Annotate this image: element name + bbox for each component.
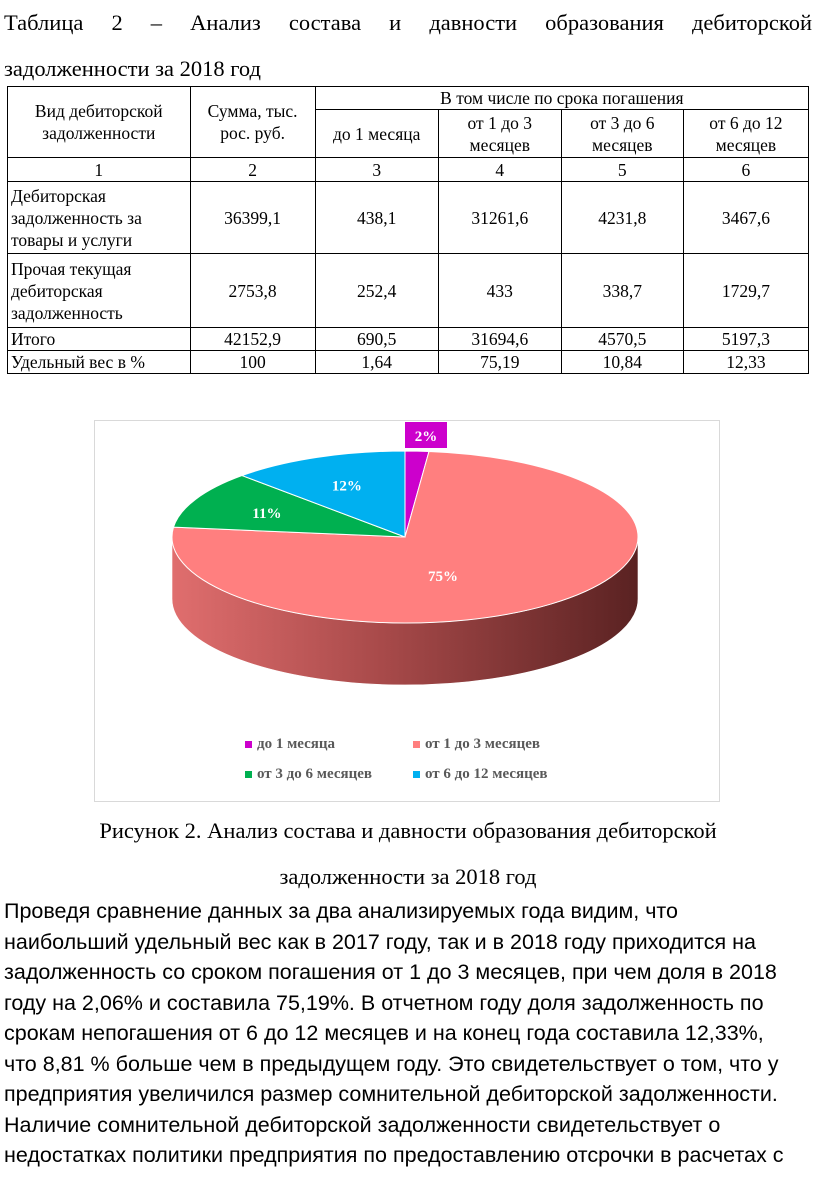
legend-label: от 1 до 3 месяцев <box>425 736 540 752</box>
header-group: В том числе по срока погашения <box>315 87 808 110</box>
cell-sum: 42152,9 <box>190 328 315 351</box>
column-number: 5 <box>561 158 683 182</box>
header-6-to-12-months: от 6 до 12 месяцев <box>683 110 808 158</box>
legend-label: до 1 месяца <box>257 736 336 752</box>
row-label: Прочая текущая дебиторская задолженность <box>8 254 191 328</box>
body-paragraph <box>4 896 812 1171</box>
data-label: 11% <box>252 506 282 523</box>
cell-3-to-6-months: 10,84 <box>561 351 683 374</box>
cell-sum: 2753,8 <box>190 254 315 328</box>
data-label: 2% <box>414 429 438 445</box>
column-number: 2 <box>190 158 315 182</box>
table-row <box>8 182 809 254</box>
cell-1-to-3-months: 433 <box>438 254 561 328</box>
paragraph-line: году на 2,06% и составила 75,19%. В отчетном году доля задолженность по <box>4 990 764 1015</box>
cell-up-to-1-month: 690,5 <box>315 328 438 351</box>
paragraph-line: задолженность со сроком погашения от 1 до 3 месяцев, при чем доля в 2018 <box>4 960 777 984</box>
cell-up-to-1-month: 252,4 <box>315 254 438 328</box>
table-row-total <box>8 328 809 351</box>
figure-caption <box>0 808 816 900</box>
cell-6-to-12-months: 12,33 <box>683 351 808 374</box>
column-number: 4 <box>438 158 561 182</box>
data-label: 12% <box>331 478 362 495</box>
table-caption-line-2: задолженности за 2018 год <box>4 56 261 81</box>
header-3-to-6-months: от 3 до 6 месяцев <box>561 110 683 158</box>
cell-sum: 100 <box>190 351 315 374</box>
cell-sum: 36399,1 <box>190 182 315 254</box>
cell-1-to-3-months: 75,19 <box>438 351 561 374</box>
legend-swatch <box>245 741 252 748</box>
legend-swatch <box>413 771 420 778</box>
cell-up-to-1-month: 1,64 <box>315 351 438 374</box>
column-number: 1 <box>8 158 191 182</box>
header-type: Вид дебиторской задолженности <box>8 87 191 158</box>
header-sum: Сумма, тыс. рос. руб. <box>190 87 315 158</box>
table-caption <box>4 0 812 92</box>
paragraph-line: предприятия увеличился размер сомнительной дебиторской задолженности. <box>4 1082 778 1106</box>
pie-chart <box>94 420 720 802</box>
paragraph-line: срокам непогашения от 6 до 12 месяцев и на конец года составила 12,33%, <box>4 1021 764 1045</box>
column-number: 6 <box>683 158 808 182</box>
figure-caption-line-2: задолженности за 2018 год <box>279 864 537 889</box>
cell-3-to-6-months: 4570,5 <box>561 328 683 351</box>
legend-swatch <box>245 771 252 778</box>
cell-3-to-6-months: 338,7 <box>561 254 683 328</box>
legend-label: от 3 до 6 месяцев <box>257 766 372 782</box>
cell-6-to-12-months: 1729,7 <box>683 254 808 328</box>
paragraph-line: что 8,81 % больше чем в предыдущем году. Это свидетельствует о том, что у <box>4 1051 779 1076</box>
paragraph-line: Наличие сомнительной дебиторской задолженности свидетельствует о <box>4 1112 721 1137</box>
pie-chart-svg <box>95 421 721 803</box>
row-label: Дебиторская задолженность за товары и услуги <box>8 182 191 254</box>
row-label: Итого <box>8 328 191 351</box>
cell-6-to-12-months: 5197,3 <box>683 328 808 351</box>
cell-1-to-3-months: 31261,6 <box>438 182 561 254</box>
table-caption-line-1: Таблица 2 – Анализ состава и давности образования дебиторской <box>4 10 812 35</box>
legend-label: от 6 до 12 месяцев <box>425 766 548 782</box>
paragraph-line: недостатках политики предприятия по предоставлению отсрочки в расчетах с <box>4 1143 784 1167</box>
figure-caption-line-1: Рисунок 2. Анализ состава и давности образования дебиторской <box>99 818 717 843</box>
paragraph-line: наибольший удельный вес как в 2017 году, так и в 2018 году приходится на <box>4 929 756 954</box>
receivables-table <box>7 86 809 374</box>
row-label: Удельный вес в % <box>8 351 191 374</box>
column-number-row <box>8 158 809 182</box>
table-row-share <box>8 351 809 374</box>
column-number: 3 <box>315 158 438 182</box>
paragraph-line: Проведя сравнение данных за два анализируемых года видим, что <box>4 899 678 923</box>
header-1-to-3-months: от 1 до 3 месяцев <box>438 110 561 158</box>
cell-up-to-1-month: 438,1 <box>315 182 438 254</box>
table-row <box>8 254 809 328</box>
cell-1-to-3-months: 31694,6 <box>438 328 561 351</box>
cell-3-to-6-months: 4231,8 <box>561 182 683 254</box>
legend-swatch <box>413 741 420 748</box>
cell-6-to-12-months: 3467,6 <box>683 182 808 254</box>
header-up-to-1-month: до 1 месяца <box>315 110 438 158</box>
data-label: 75% <box>428 569 458 585</box>
